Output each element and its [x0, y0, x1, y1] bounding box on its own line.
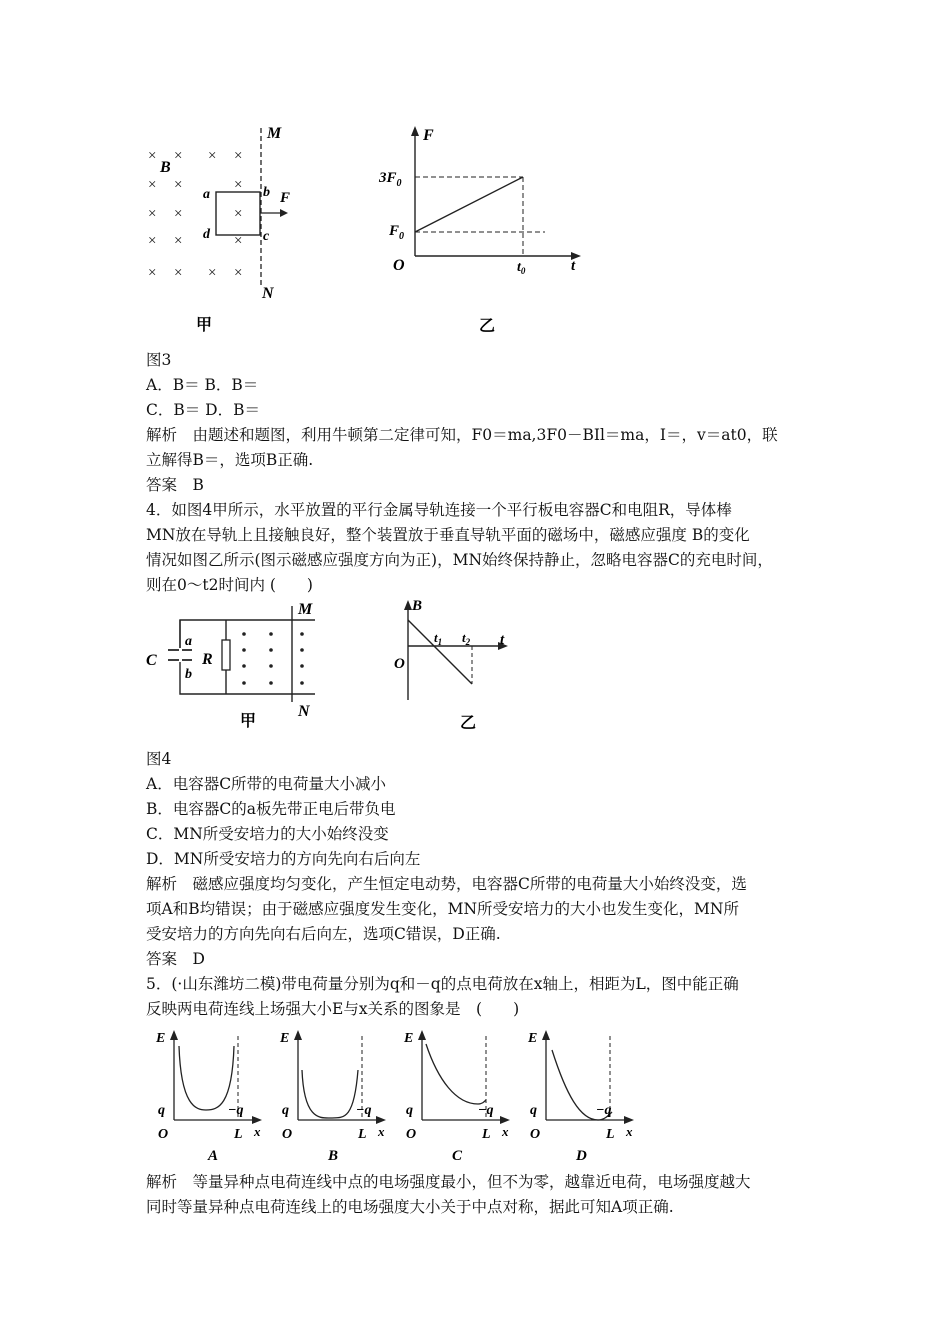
label-a: a — [203, 187, 210, 202]
svg-text:×: × — [174, 206, 183, 222]
svg-text:×: × — [148, 206, 157, 222]
svg-text:×: × — [174, 148, 183, 164]
q3-analysis-line-1: 解析 由题述和题图，利用牛顿第二定律可知，F0＝ma,3F0－BIl＝ma，I＝，v＝at0，联 — [146, 426, 778, 444]
q4-stem-line-3: 情况如图乙所示(图示磁感应强度方向为正)，MN始终保持静止，忽略电容器C的充电时间， — [146, 551, 773, 569]
svg-text:×: × — [234, 265, 243, 281]
svg-text:×: × — [234, 177, 243, 193]
label-N: N — [298, 703, 310, 720]
caption-jia: 甲 — [240, 711, 257, 730]
figure-4-left — [140, 598, 330, 738]
label-x: x — [502, 1124, 509, 1139]
label-O: O — [530, 1127, 541, 1142]
q3-options-ab: A．B＝ B．B＝ — [146, 376, 259, 394]
curve-A — [179, 1046, 234, 1110]
q4-option-b: B．电容器C的a板先带正电后带负电 — [146, 800, 396, 818]
label-q: q — [158, 1103, 165, 1118]
axis-t-label: t — [500, 632, 505, 648]
label-O: O — [282, 1127, 293, 1142]
label-minus-q: −q — [228, 1103, 244, 1118]
curve-C — [426, 1044, 486, 1104]
tick-t0: $t_0$ — [517, 260, 526, 276]
label-minus-q: −q — [356, 1103, 372, 1118]
svg-text:×: × — [148, 177, 157, 193]
label-O: O — [406, 1127, 417, 1142]
q4-answer: 答案 D — [146, 950, 205, 968]
force-line — [415, 177, 523, 232]
axis-t-label: t — [571, 258, 576, 274]
label-b: b — [263, 185, 270, 200]
label-minus-q: −q — [478, 1103, 494, 1118]
label-d: d — [203, 227, 210, 242]
svg-text:×: × — [234, 148, 243, 164]
caption-B: B — [328, 1148, 339, 1164]
svg-text:×: × — [174, 177, 183, 193]
label-F: F — [280, 190, 291, 206]
figure-3-right — [375, 118, 595, 338]
force-arrowhead — [280, 209, 288, 217]
q4-analysis-line-2: 项A和B均错误；由于磁感应强度发生变化，MN所受安培力的大小也发生变化，MN所 — [146, 900, 739, 918]
svg-text:×: × — [208, 265, 217, 281]
svg-text:×: × — [174, 265, 183, 281]
y-axis-arrow — [411, 126, 419, 136]
label-x: x — [378, 1124, 385, 1139]
graph-C — [398, 1024, 518, 1164]
label-L: L — [234, 1127, 243, 1142]
tick-3F0: $3F_0$ — [379, 170, 402, 189]
origin-label: O — [393, 257, 405, 274]
origin-label: O — [394, 656, 405, 672]
figure-4-label: 图4 — [146, 750, 172, 768]
graph-B — [274, 1024, 394, 1164]
svg-text:×: × — [208, 148, 217, 164]
label-E: E — [280, 1031, 290, 1046]
svg-text:×: × — [148, 233, 157, 249]
tick-F0: $F_0$ — [389, 223, 405, 242]
axis-F-label: F — [423, 127, 434, 144]
q5-analysis-line-1: 解析 等量异种点电荷连线中点的电场强度最小，但不为零，越靠近电荷，电场强度越大 — [146, 1173, 751, 1191]
q5-stem-line-2: 反映两电荷连线上场强大小E与x关系的图象是 ( ) — [146, 1000, 520, 1018]
label-minus-q: −q — [596, 1103, 612, 1118]
q4-option-d: D．MN所受安培力的方向先向右后向左 — [146, 850, 421, 868]
caption-jia: 甲 — [196, 315, 213, 334]
q3-analysis-line-2: 立解得B＝，选项B正确. — [146, 451, 314, 469]
label-c: c — [263, 229, 270, 244]
magnetic-field-dots — [242, 632, 304, 685]
q3-options-cd: C．B＝ D．B＝ — [146, 401, 260, 419]
rails — [180, 620, 315, 694]
q4-analysis-line-1: 解析 磁感应强度均匀变化，产生恒定电动势，电容器C所带的电荷量大小始终没变，选 — [146, 875, 747, 893]
label-L: L — [606, 1127, 615, 1142]
figure-4-right — [390, 596, 520, 736]
caption-A: A — [208, 1148, 219, 1164]
label-q: q — [406, 1103, 413, 1118]
q5-stem-line-1: 5．(·山东潍坊二模)带电荷量分别为q和－q的点电荷放在x轴上，相距为L，图中能正确 — [146, 975, 739, 993]
label-N: N — [262, 285, 274, 302]
label-M: M — [298, 601, 313, 618]
axis-B-label: B — [412, 598, 423, 614]
graph-D — [522, 1024, 642, 1164]
curve-B — [302, 1070, 358, 1118]
svg-text:×: × — [234, 206, 243, 222]
label-E: E — [404, 1031, 414, 1046]
label-B: B — [160, 159, 171, 176]
label-E: E — [528, 1031, 538, 1046]
label-b: b — [185, 667, 192, 682]
label-R: R — [202, 651, 213, 668]
caption-D: D — [576, 1148, 587, 1164]
figure-3-left — [140, 118, 320, 338]
q5-analysis-line-2: 同时等量异种点电荷连线上的电场强度大小关于中点对称，据此可知A项正确. — [146, 1198, 674, 1216]
label-E: E — [156, 1031, 166, 1046]
y-axis-arrow — [404, 600, 412, 610]
svg-text:×: × — [174, 233, 183, 249]
label-M: M — [267, 125, 282, 142]
q4-stem-line-2: MN放在导轨上且接触良好，整个装置放于垂直导轨平面的磁场中，磁感应强度 B的变化 — [146, 526, 750, 544]
svg-text:×: × — [234, 233, 243, 249]
tick-t1: $t_1$ — [434, 630, 443, 647]
svg-text:×: × — [148, 265, 157, 281]
q4-stem-line-4: 则在0～t2时间内 ( ) — [146, 576, 313, 594]
label-O: O — [158, 1127, 169, 1142]
q4-analysis-line-3: 受安培力的方向先向右后向左，选项C错误，D正确. — [146, 925, 501, 943]
caption-yi: 乙 — [479, 316, 496, 335]
label-L: L — [358, 1127, 367, 1142]
q4-option-a: A．电容器C所带的电荷量大小减小 — [146, 775, 387, 793]
label-x: x — [254, 1124, 261, 1139]
graph-A — [150, 1024, 270, 1164]
tick-t2: $t_2$ — [462, 630, 471, 647]
label-C: C — [146, 652, 157, 669]
label-x: x — [626, 1124, 633, 1139]
caption-C: C — [452, 1148, 463, 1164]
q3-answer: 答案 B — [146, 476, 204, 494]
label-L: L — [482, 1127, 491, 1142]
figure-3-label: 图3 — [146, 351, 172, 369]
figure-5 — [150, 1024, 650, 1164]
q4-option-c: C．MN所受安培力的大小始终没变 — [146, 825, 389, 843]
label-q: q — [530, 1103, 537, 1118]
caption-yi: 乙 — [460, 713, 477, 732]
label-q: q — [282, 1103, 289, 1118]
svg-text:×: × — [148, 148, 157, 164]
q4-stem-line-1: 4．如图4甲所示，水平放置的平行金属导轨连接一个平行板电容器C和电阻R，导体棒 — [146, 501, 732, 519]
label-a: a — [185, 634, 192, 649]
resistor-R — [222, 640, 230, 670]
